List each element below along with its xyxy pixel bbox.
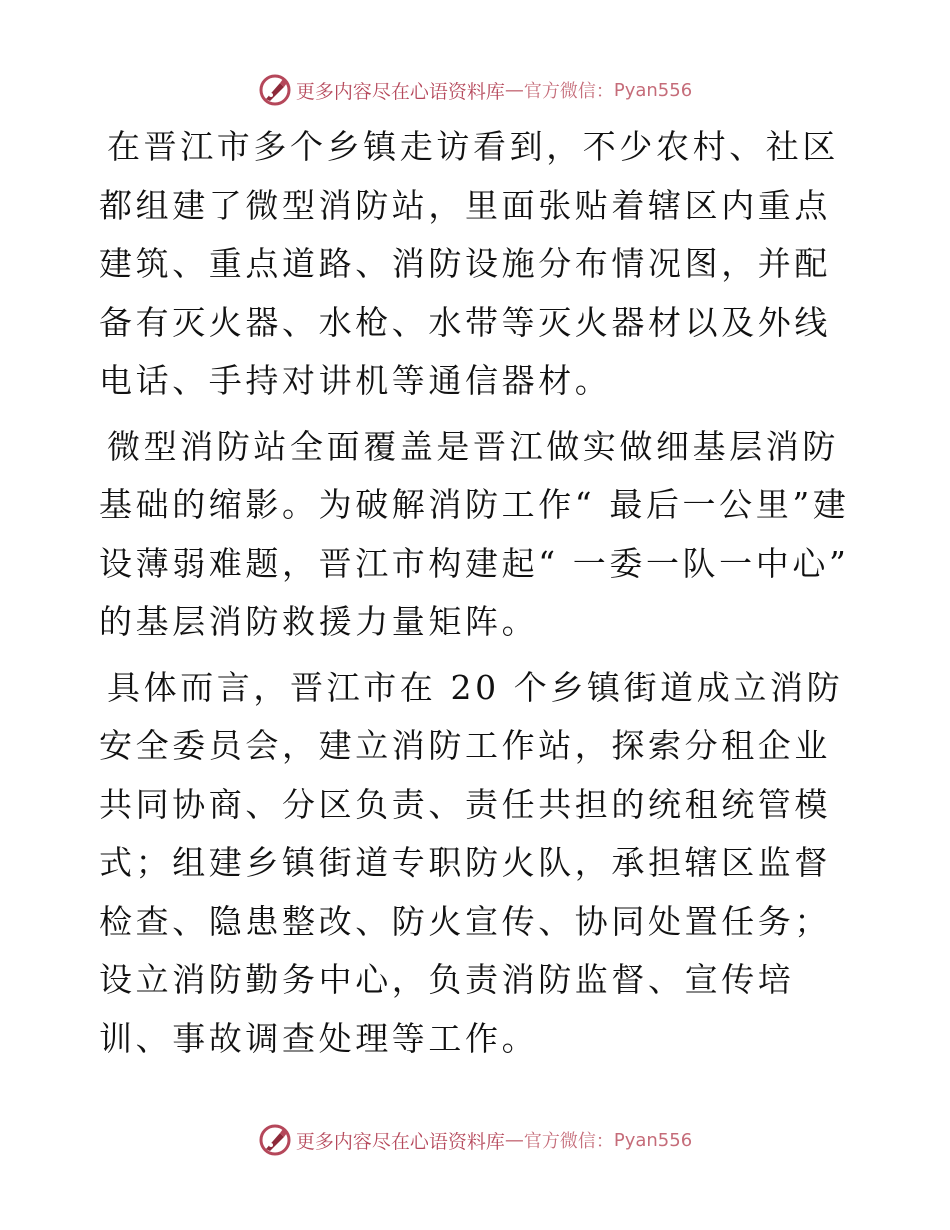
paragraph-2: 微型消防站全面覆盖是晋江做实做细基层消防基础的缩影。为破解消防工作“ 最后一公里”建设薄弱难题，晋江市构建起“ 一委一队一中心” 的基层消防救援力量矩阵。 [99, 426, 850, 641]
watermark-site-text: 更多内容尽在心语资料库 [295, 1130, 505, 1153]
watermark-wechat-id: Pyan556 [613, 79, 693, 101]
watermark-separator: — [504, 79, 524, 101]
watermark-wechat-id: Pyan556 [613, 1129, 693, 1151]
footer-watermark-banner [0, 1120, 950, 1160]
paragraph-1: 在晋江市多个乡镇走访看到，不少农村、社区都组建了微型消防站，里面张贴着辖区内重点建筑、重点道路、消防设施分布情况图，并配备有灭火器、水枪、水带等灭火器材以及外线电话、手持对讲机等通信器材。 [99, 127, 839, 400]
article-body [99, 118, 859, 1075]
watermark-separator: — [504, 1129, 524, 1151]
watermark-wechat-label: 官方微信： [523, 1131, 614, 1152]
pen-nib-logo-icon [258, 1123, 292, 1157]
watermark-wechat-label: 官方微信： [523, 81, 614, 102]
watermark-site-text: 更多内容尽在心语资料库 [295, 80, 505, 103]
pen-nib-logo-icon [258, 73, 292, 107]
paragraph-3: 具体而言，晋江市在 20 个乡镇街道成立消防安全委员会，建立消防工作站，探索分租企业共同协商、分区负责、责任共担的统租统管模式；组建乡镇街道专职防火队，承担辖区监督检查、隐患整改、防火宣传、协同处置任务；设立消防勤务中心，负责消防监督、宣传培训、事故调查处理等工作。 [99, 667, 844, 1058]
header-watermark-banner [0, 70, 950, 110]
